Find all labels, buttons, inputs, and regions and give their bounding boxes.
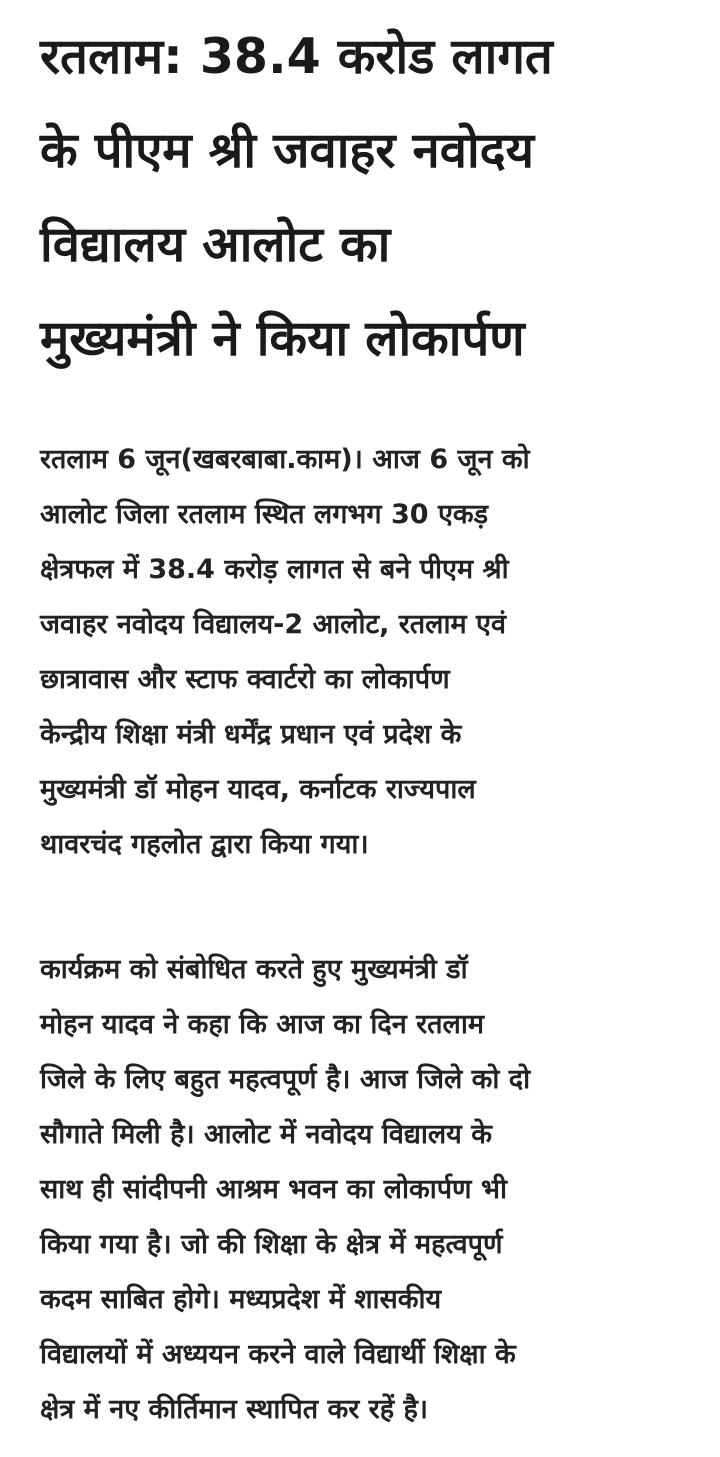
paragraph-line: क्षेत्रफल में 38.4 करोड़ लागत से बने पीएम श्री bbox=[40, 554, 509, 585]
headline-line: के पीएम श्री जवाहर नवोदय bbox=[40, 122, 535, 179]
article-paragraph-1 bbox=[40, 432, 530, 872]
paragraph-line: आलोट जिला रतलाम स्थित लगभग 30 एकड़ bbox=[40, 499, 489, 530]
paragraph-line: रतलाम 6 जून(खबरबाबा.काम)। आज 6 जून को bbox=[40, 444, 530, 475]
paragraph-line: थावरचंद गहलोत द्वारा किया गया। bbox=[40, 829, 369, 860]
paragraph-line: जिले के लिए बहुत महत्वपूर्ण है। आज जिले को दो bbox=[40, 1064, 531, 1095]
paragraph-line: जवाहर नवोदय विद्यालय-2 आलोट, रतलाम एवं bbox=[40, 609, 506, 640]
headline-line: विद्यालय आलोट का bbox=[40, 216, 391, 273]
paragraph-line: किया गया है। जो की शिक्षा के क्षेत्र में महत्वपूर्ण bbox=[40, 1229, 503, 1260]
paragraph-line: कदम साबित होगे। मध्यप्रदेश में शासकीय bbox=[40, 1284, 442, 1315]
paragraph-line: क्षेत्र में नए कीर्तिमान स्थापित कर रहें है। bbox=[40, 1394, 429, 1425]
paragraph-line: मोहन यादव ने कहा कि आज का दिन रतलाम bbox=[40, 1009, 484, 1040]
paragraph-line: केन्द्रीय शिक्षा मंत्री धर्मेंद्र प्रधान एवं प्रदेश के bbox=[40, 719, 462, 750]
news-article bbox=[40, 10, 700, 1425]
paragraph-line: छात्रावास और स्टाफ क्वार्टरो का लोकार्पण bbox=[40, 664, 450, 695]
paragraph-line: मुख्यमंत्री डॉ मोहन यादव, कर्नाटक राज्यपाल bbox=[40, 774, 476, 805]
paragraph-line: सौगाते मिली है। आलोट में नवोदय विद्यालय के bbox=[40, 1119, 492, 1150]
headline-line: मुख्यमंत्री ने किया लोकार्पण bbox=[40, 310, 525, 367]
paragraph-line: साथ ही सांदीपनी आश्रम भवन का लोकार्पण भी bbox=[40, 1174, 507, 1205]
paragraph-line: कार्यक्रम को संबोधित करते हुए मुख्यमंत्री डॉ bbox=[40, 954, 468, 985]
paragraph-line: विद्यालयों में अध्ययन करने वाले विद्यार्थी शिक्षा के bbox=[40, 1339, 516, 1370]
article-headline bbox=[40, 10, 700, 386]
headline-line: रतलाम: 38.4 करोड लागत bbox=[40, 28, 553, 85]
article-paragraph-2 bbox=[40, 942, 530, 1437]
